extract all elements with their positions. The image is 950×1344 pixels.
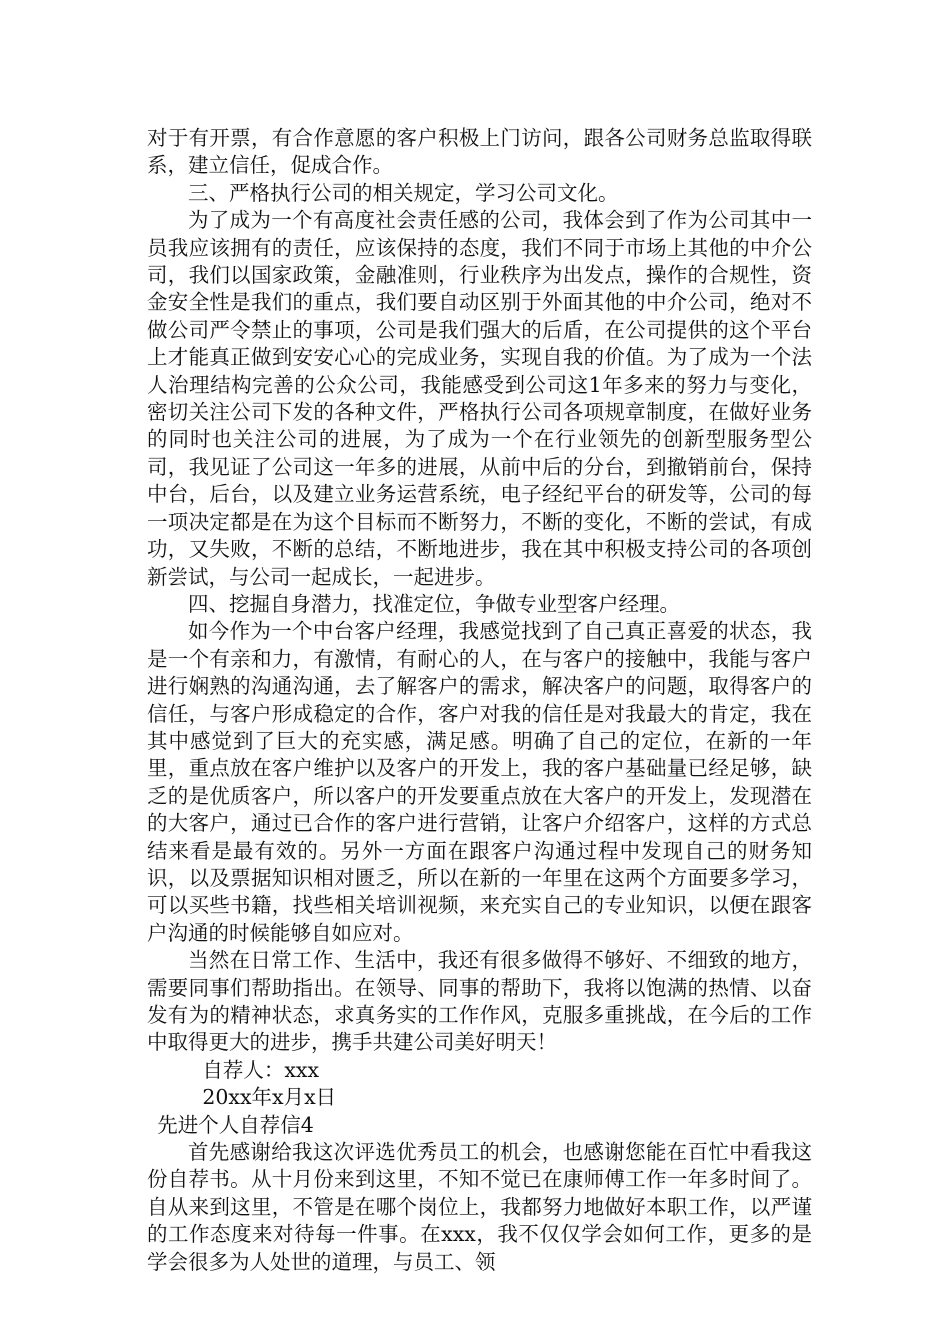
signature-name: 自荐人：xxx	[202, 1057, 320, 1082]
letter-title: 先进个人自荐信4	[157, 1112, 314, 1137]
paragraph-3: 为了成为一个有高度社会责任感的公司，我体会到了作为公司其中一员我应该拥有的责任，应该保持的态度，我们不同于市场上其他的中介公司，我们以国家政策，金融准则，行业秩序为出发点，操作的合规性，资金安全性是我们的重点，我们要自动区别于外面其他的中介公司，绝对不做公司严令禁止的事项，公司是我们强大的后盾，在公司提供的这个平台上才能真正做到安安心心的完成业务，实现自我的价值。为了成为一个法人治理结构完善的公众公司，我能感受到公司这1年多来的努力与变化，密切关注公司下发的各种文件，严格执行公司各项规章制度，在做好业务的同时也关注公司的进展，为了成为一个在行业领先的创新型服务型公司，我见证了公司这一年多的进展，从前中后的分台，到撤销前台，保持中台，后台，以及建立业务运营系统，电子经纪平台的研发等，公司的每一项决定都是在为这个目标而不断努力，不断的变化，不断的尝试，有成功，又失败，不断的总结，不断地进步，我在其中积极支持公司的各项创新尝试，与公司一起成长，一起进步。	[147, 208, 812, 589]
paragraph-5: 如今作为一个中台客户经理，我感觉找到了自己真正喜爱的状态，我是一个有亲和力，有激情，有耐心的人，在与客户的接触中，我能与客户进行娴熟的沟通沟通，去了解客户的需求，解决客户的问题，取得客户的信任，与客户形成稳定的合作，客户对我的信任是对我最大的肯定，我在其中感觉到了巨大的充实感，满足感。明确了自己的定位，在新的一年里，重点放在客户维护以及客户的开发上，我的客户基础量已经足够，缺乏的是优质客户，所以客户的开发要重点放在大客户的开发上，发现潜在的大客户，通过已合作的客户进行营销，让客户介绍客户，这样的方式总结来看是最有效的。另外一方面在跟客户沟通过程中发现自己的财务知识，以及票据知识相对匮乏，所以在新的一年里在这两个方面要多学习，可以买些书籍，找些相关培训视频，来充实自己的专业知识，以便在跟客户沟通的时候能够自如应对。	[147, 619, 812, 945]
section-heading-4: 四、挖掘自身潜力，找准定位，争做专业型客户经理。	[188, 591, 680, 616]
signature-date: 20xx年x月x日	[202, 1085, 337, 1110]
document-body	[147, 125, 812, 1276]
paragraph-6: 当然在日常工作、生活中，我还有很多做得不够好、不细致的地方，需要同事们帮助指出。在领导、同事的帮助下，我将以饱满的热情、以奋发有为的精神状态，求真务实的工作作风，克服多重挑战，在今后的工作中取得更大的进步，携手共建公司美好明天！	[147, 948, 812, 1055]
section-heading-3: 三、严格执行公司的相关规定，学习公司文化。	[188, 180, 619, 205]
paragraph-1: 对于有开票，有合作意愿的客户积极上门访问，跟各公司财务总监取得联系，建立信任，促成合作。	[147, 126, 812, 178]
paragraph-10: 首先感谢给我这次评选优秀员工的机会，也感谢您能在百忙中看我这份自荐书。从十月份来到这里，不知不觉已在康师傅工作一年多时间了。自从来到这里，不管是在哪个岗位上，我都努力地做好本职工作，以严谨的工作态度来对待每一件事。在xxx，我不仅仅学会如何工作，更多的是学会很多为人处世的道理，与员工、领	[147, 1140, 812, 1274]
